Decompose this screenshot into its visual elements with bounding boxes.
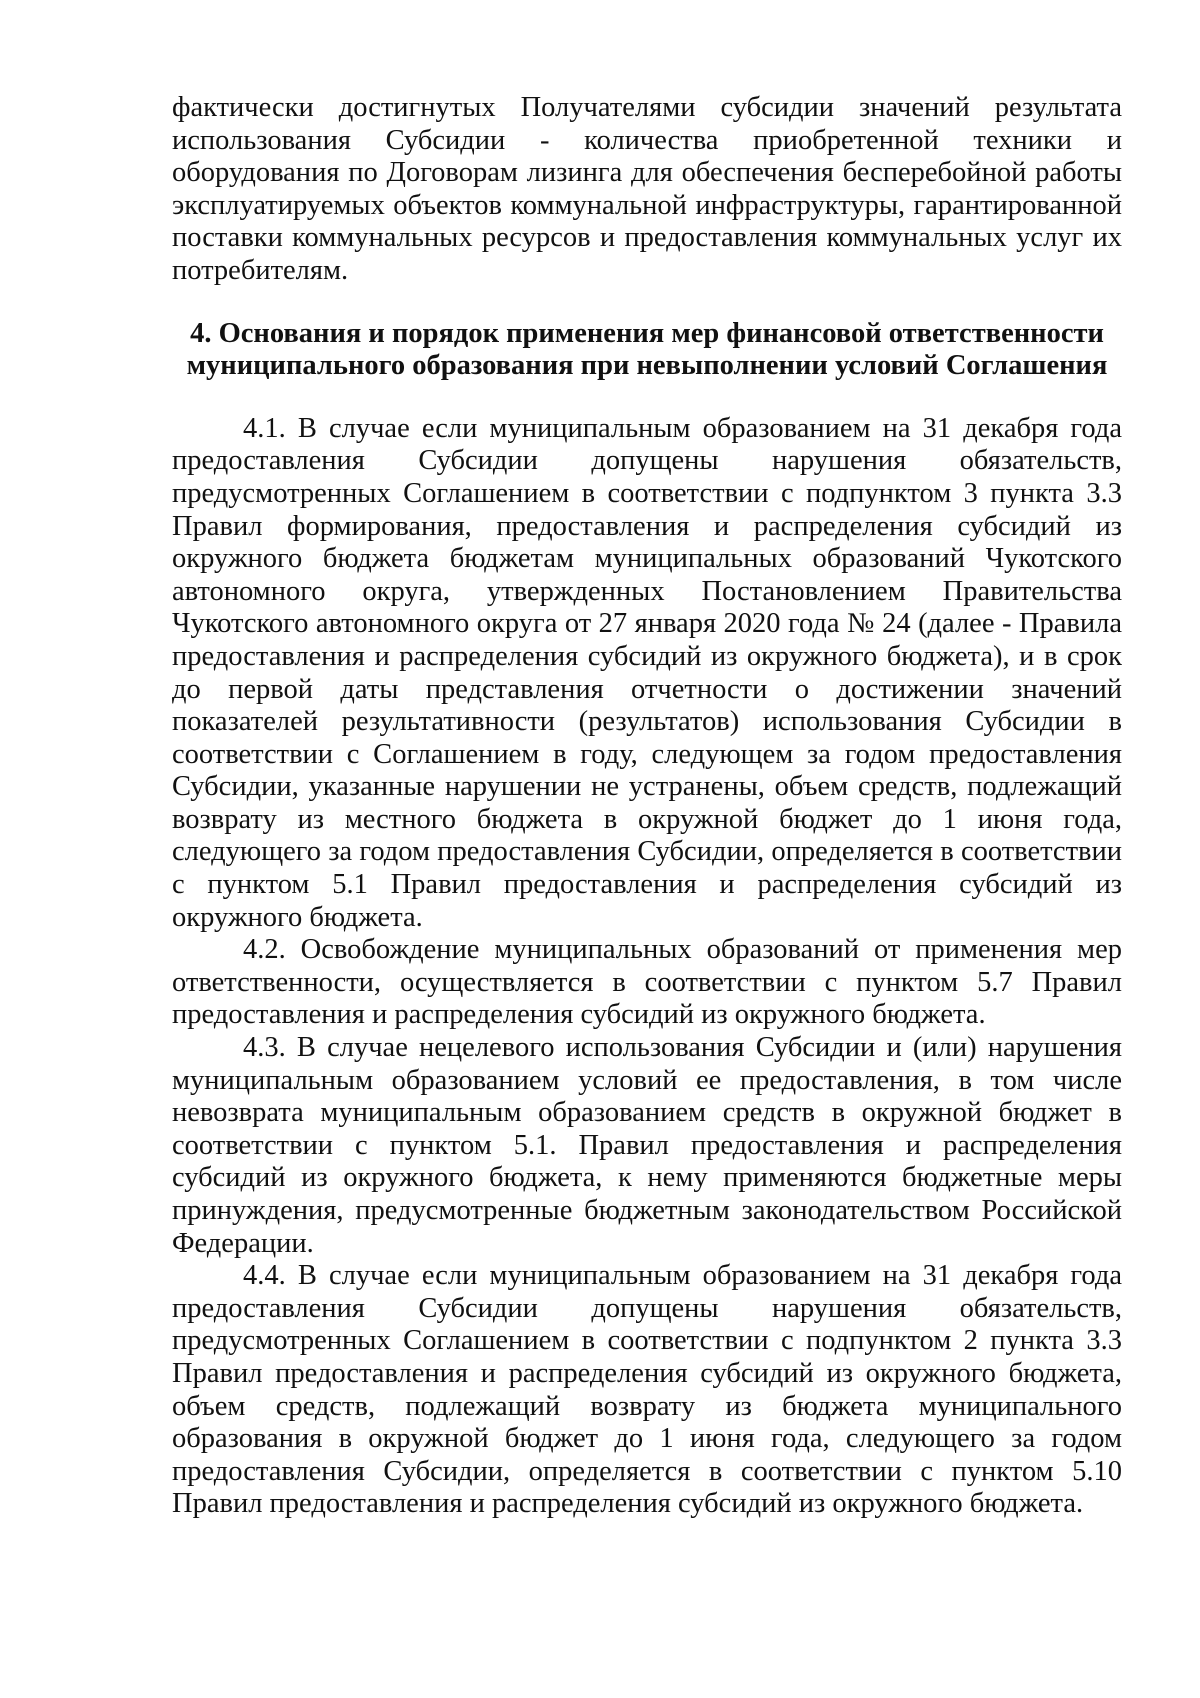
paragraph-4-4: 4.4. В случае если муниципальным образованием на 31 декабря года предоставления Субсидии допущены нарушения обязательств, предусмотренных Соглашением в соответствии с подпунктом 2 пункта 3.3 Правил предоставления и распределения субсидий из окружного бюджета, объем средств, подлежащий возврату из бюджета муниципального образования в окружной бюджет до 1 июня года, следующего за годом предоставления Субсидии, определяется в соответствии с пунктом 5.10 Правил предоставления и распределения субсидий из окружного бюджета. <box>172 1260 1122 1520</box>
intro-paragraph: фактически достигнутых Получателями субсидии значений результата использования Субсидии - количества приобретенной техники и оборудования по Договорам лизинга для обеспечения бесперебойной работы эксплуатируемых объектов коммунальной инфраструктуры, гарантированной поставки коммунальных ресурсов и предоставления коммунальных услуг их потребителям. <box>172 92 1122 286</box>
section-heading-line-1: 4. Основания и порядок применения мер финансовой ответственности <box>190 317 1104 349</box>
paragraph-4-1: 4.1. В случае если муниципальным образованием на 31 декабря года предоставления Субсидии допущены нарушения обязательств, предусмотренных Соглашением в соответствии с подпунктом 3 пункта 3.3 Правил формирования, предоставления и распределения субсидий из окружного бюджета бюджетам муниципальных образований Чукотского автономного округа, утвержденных Постановлением Правительства Чукотского автономного округа от 27 января 2020 года № 24 (далее - Правила предоставления и распределения субсидий из окружного бюджета), и в срок до первой даты представления отчетности о достижении значений показателей результативности (результатов) использования Субсидии в соответствии с Соглашением в году, следующем за годом предоставления Субсидии, указанные нарушении не устранены, объем средств, подлежащий возврату из местного бюджета в окружной бюджет до 1 июня года, следующего за годом предоставления Субсидии, определяется в соответствии с пунктом 5.1 Правил предоставления и распределения субсидий из окружного бюджета. <box>172 412 1122 933</box>
section-heading <box>172 318 1122 383</box>
section-heading-line-2: муниципального образования при невыполнении условий Соглашения <box>186 350 1108 382</box>
paragraph-4-3: 4.3. В случае нецелевого использования Субсидии и (или) нарушения муниципальным образованием условий ее предоставления, в том числе невозврата муниципальным образованием средств в окружной бюджет в соответствии с пунктом 5.1. Правил предоставления и распределения субсидий из окружного бюджета, к нему применяются бюджетные меры принуждения, предусмотренные бюджетным законодательством Российской Федерации. <box>172 1032 1122 1259</box>
paragraph-4-2: 4.2. Освобождение муниципальных образований от применения мер ответственности, осуществляется в соответствии с пунктом 5.7 Правил предоставления и распределения субсидий из окружного бюджета. <box>172 934 1122 1031</box>
document-page <box>172 92 1122 1521</box>
